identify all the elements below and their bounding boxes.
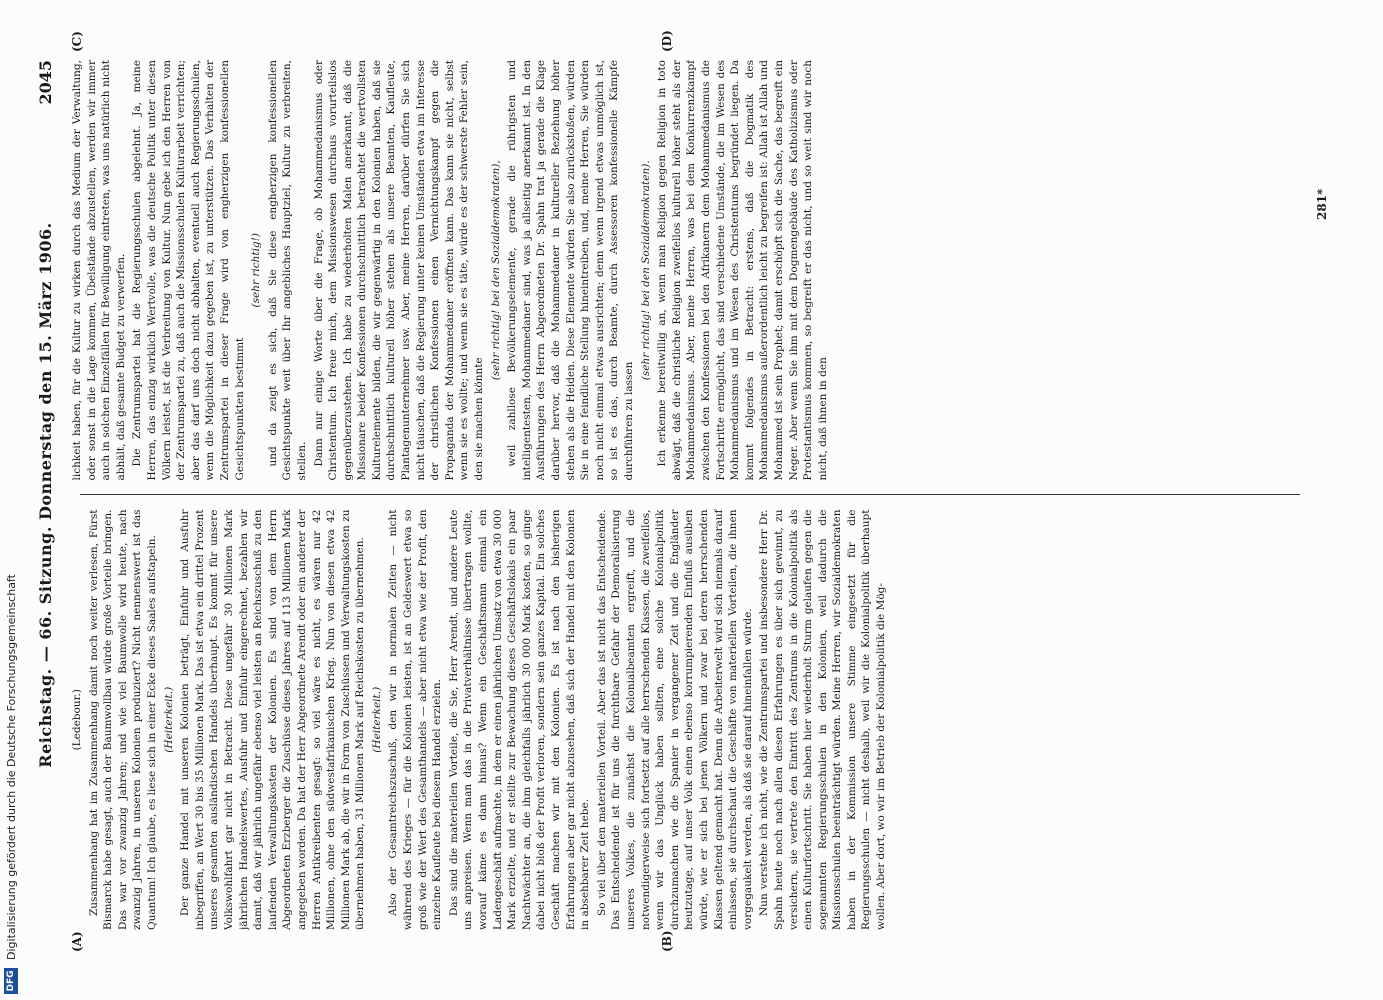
paragraph: Also der Gesamtreichszuschuß, den wir in normalen Zeiten — nicht während des Krieges — für die Kolonien leisten, ist an Geldeswert etwa so groß wie der Wert des Gesamthandels — aber nicht etwa wie der Profit, den einzelne Kaufleute bei diesem Handel erzielen. xyxy=(387,509,444,930)
digitization-text: Digitalisierung gefördert durch die Deutsche Forschungsgemeinschaft xyxy=(4,574,18,960)
paragraph: Ich erkenne bereitwillig an, wenn man Religion gegen Religion in toto abwägt, daß die christliche Religion zweifellos kulturell höher steht als der Mohammedanismus. Aber, meine Herren, was bei dem Konkurrenzkampf zwischen den Konfessionen bei den Afrikanern dem Mohammedanismus die Fortschritte ermöglicht, das sind verschiedene Umstände, die im Wesen des Mohammedanismus und im Wesen des Christentums begründet liegen. Da kommt folgendes in Betracht: erstens, daß die Dogmatik des Mohammedanismus außerordentlich leicht zu begreifen ist: Allah ist Allah und Mohammed ist sein Prophet; damit erschöpft sich die Sache, das begreift ein Neger. Aber wenn Sie ihm mit dem Dogmengebäude des Katholizismus oder Protestantismus kommen, so begreift er das nicht, und so weit sind wir noch nicht, daß ihnen in den xyxy=(656,60,829,481)
paragraph: und da zeigt es sich, daß Sie diese engherzigen konfessionellen Gesichtspunkte weit über Ihr angebliches Hauptziel, Kultur zu verbreiten, stellen. xyxy=(266,60,308,481)
interjection: (sehr richtig! bei den Sozialdemokraten). xyxy=(639,160,652,381)
page-number: 2045 xyxy=(35,60,55,105)
page-header xyxy=(28,60,62,930)
paragraph: Nun verstehe ich nicht, wie die Zentrumspartei und insbesondere Herr Dr. Spahn heute noch nach allen diesen Erfahrungen es über sich gewinnt, zu versichern, sie vertrete den Eintritt des Zentrums in die Kolonialpolitik als einen Kulturfortschritt. Sie haben hier wiederholt Sturm gelaufen gegen die sogenannten Regierungsschulen in den Kolonien, weil dadurch die Missionsschulen beeinträchtigt würden. Meine Herren, wir Sozialdemokraten haben in der Kommission unsere Stimme eingesetzt für die Regierungsschulen — nicht deshalb, weil wir die Kolonialpolitik überhaupt wollen. Aber dort, wo wir im Betrieb der Kolonialpolitik die Mög- xyxy=(758,509,888,930)
dfg-logo: DFG xyxy=(4,968,18,994)
paragraph: Der ganze Handel mit unseren Kolonien beträgt, Einfuhr und Ausfuhr inbegriffen, an Wert 30 bis 35 Millionen Mark. Das ist etwa ein drittel Prozent unseres gesamten ausländischen Handels überhaupt. Es kommt für unsere Volkswohlfahrt gar nicht in Betracht. Diese ungefähr 30 Millionen Mark jährlichen Handelswertes, Ausfuhr und Einfuhr eingerechnet, bezahlen wir damit, daß wir jährlich ungefähr ebenso viel leisten an Reichszuschuß zu den laufenden Verwaltungskosten der Kolonien. Es sind von dem Herrn Abgeordneten Erzberger die Zuschüsse dieses Jahres auf 113 Millionen Mark angegeben worden. Da hat der Herr Abgeordnete Arendt oder ein anderer der Herren Antikreibenten gesagt: so viel wäre es nicht, es wären nur 42 Millionen, ohne den südwestafrikanischen Krieg. Nun von diesen etwa 42 Millionen Mark ab, die wir in Form von Zuschüssen und Verwaltungskosten zu übernehmen haben, 31 Millionen Mark auf Reichskosten zu übernehmen. xyxy=(179,509,367,930)
digitization-note xyxy=(0,0,22,1000)
paragraph: weil zahllose Bevölkerungselemente, gerade die rührigsten und intelligentesten, Mohammedaner sind, was ja allseitig anerkannt ist. In den Ausführungen des Herrn Abgeordneten Dr. Spahn trat ja gerade die Klage darüber hervor, daß die Mohammedaner in kultureller Beziehung höher stehen als die Heiden. Diese Elemente würden Sie also zurückstoßen, würden Sie in eine feindliche Stellung hineintreiben, und, meine Herren, Sie würden noch nicht einmal etwas ausrichten; denn wenn irgend etwas unmöglich ist, so ist es das, durch Beamte, durch Assessoren konfessionelle Kämpfe durchführen zu lassen xyxy=(506,60,635,481)
page-title: Reichstag. — 66. Sitzung. Donnerstag den 15. März 1906. xyxy=(35,222,55,768)
paragraph: Das sind die materiellen Vorteile, die Sie, Herr Arendt, und andere Leute uns anpreisen. Wenn man das in die Privatverhältnisse übertragen wollte, worauf käme es dann hinaus? Wenn ein Geschäftsmann einmal ein Ladengeschäft aufmachte, in dem er einen jährlichen Umsatz von etwa 30 000 Mark erzielte, und er stellte zur Bewachung dieses Geschäftslokals ein paar Nachtwächter an, die ihm gleichfalls jährlich 30 000 Mark kosten, so ginge dabei nicht bloß der Profit verloren, sondern sein ganzes Kapital. Ein solches Geschäft machen wir mit den Kolonien. Es ist nach den bisherigen Erfahrungen aber gar nicht abzusehen, daß sich der Handel mit den Kolonien in absehbarer Zeit hebe. xyxy=(447,509,592,930)
margin-letter-d: (D) xyxy=(660,30,674,52)
margin-letter-c: (C) xyxy=(70,31,84,52)
interjection: (sehr richtig!) xyxy=(250,233,263,308)
speaker-name: (Ledebour.) xyxy=(71,689,83,751)
interjection: (Heiterkeit.) xyxy=(162,686,175,753)
margin-letter-a: (A) xyxy=(70,931,84,952)
paragraph: Dann nur einige Worte über die Frage, ob Mohammedanismus oder Christentum. Ich freue mich, dem Missionswesen durchaus vorurteilslos gegenüberzustehen. Ich habe zu wiederholten Malen anerkannt, daß die Missionare beider Konfessionen durchschnittlich betrachtet die wertvollsten Kulturelemente bilden, die wir gegenwärtig in den Kolonien haben, daß sie durchschnittlich kulturell höher stehen als unsere Beamten, Kaufleute, Plantagenunternehmer usw. Aber, meine Herren, darüber dürfen Sie sich nicht täuschen, daß die Regierung unter keinen Umständen etwa im Interesse der christlichen Konfessionen einen Vernichtungskampf gegen die Propaganda der Mohammedaner eröffnen kann. Das kann sie nicht, selbst wenn sie es wollte; und wenn sie es täte, würde es der schwerste Fehler sein, den sie machen könnte xyxy=(312,60,486,481)
right-column xyxy=(70,60,1330,481)
paragraph: lichkeit haben, für die Kultur zu wirken durch das Medium der Verwaltung, oder sonst in die Lage kommen, Übelstände abzustellen, werden wir immer auch in solchen Einzelfällen für Bewilligung eintreten, was uns natürlich nicht abhält, daß gesamte Budget zu verwerfen. xyxy=(71,60,127,481)
margin-letter-b: (B) xyxy=(660,930,674,952)
column-divider xyxy=(80,495,1300,496)
paragraph: Die Zentrumspartei hat die Regierungsschulen abgelehnt. Ja, meine Herren, das einzig wirklich Wertvolle, was die deutsche Politik unter diesen Völkern leistet, ist die Verbreitung von Kultur. Nun gebe ich den Herren von der Zentrumspartei zu, daß auch die Missionsschulen Kulturarbeit verrichten; aber das darf uns doch nicht abhalten, eventuell auch Regierungsschulen, wenn die Möglichkeit dazu gegeben ist, zu unterstützen. Das Verhalten der Zentrumspartei in dieser Frage wird von engherzigen konfessionellen Gesichtspunkten bestimmt xyxy=(131,60,246,481)
paragraph: Zusammenhang hat im Zusammenhang damit noch weiter verlesen, Fürst Bismarck habe gesagt, auch der Baumwollbau würde große Vorteile bringen. Das war vor zwanzig Jahren; und wie viel Baumwolle wird heute, nach zwanzig Jahren, in unseren Kolonien produziert? Nicht nennenswert ist das Quantum! Ich glaube, es liese sich in einer Ecke dieses Saales aufstapeln. xyxy=(87,509,158,930)
signature-mark: 281* xyxy=(1315,188,1329,220)
left-column xyxy=(70,510,1330,931)
interjection: (sehr richtig! bei den Sozialdemokraten), xyxy=(489,160,502,381)
interjection: (Heiterkeit.) xyxy=(370,686,383,753)
paragraph: So viel über den materiellen Vorteil. Aber das ist nicht das Entscheidende. Das Entscheidende ist für uns die furchtbare Gefahr der Demoralisierung unseres Volkes, die zunächst die Kolonialbeamten ergreift, und die notwendigerweise sich fortsetzt auf alle herrschenden Klassen, die zweifellos, wenn wir das Unglück haben sollten, eine solche Kolonialpolitik durchzumachen wie die Spanier in vergangener Zeit und die Engländer heutzutage, auf unser Volk einen ebenso korrumpierenden Einfluß ausüben würde, wie er sich bei jenen Völkern und zwar bei deren herrschenden Klassen geltend gemacht hat. Denn die Arbeiterwelt wird sich niemals darauf einlassen, sie durchschaut die Geschäfte von materiellen Vorteilen, die ihnen vorgegaukelt werden, als daß sie darauf hineinfallen würde. xyxy=(595,509,754,930)
text-columns xyxy=(70,60,1330,930)
